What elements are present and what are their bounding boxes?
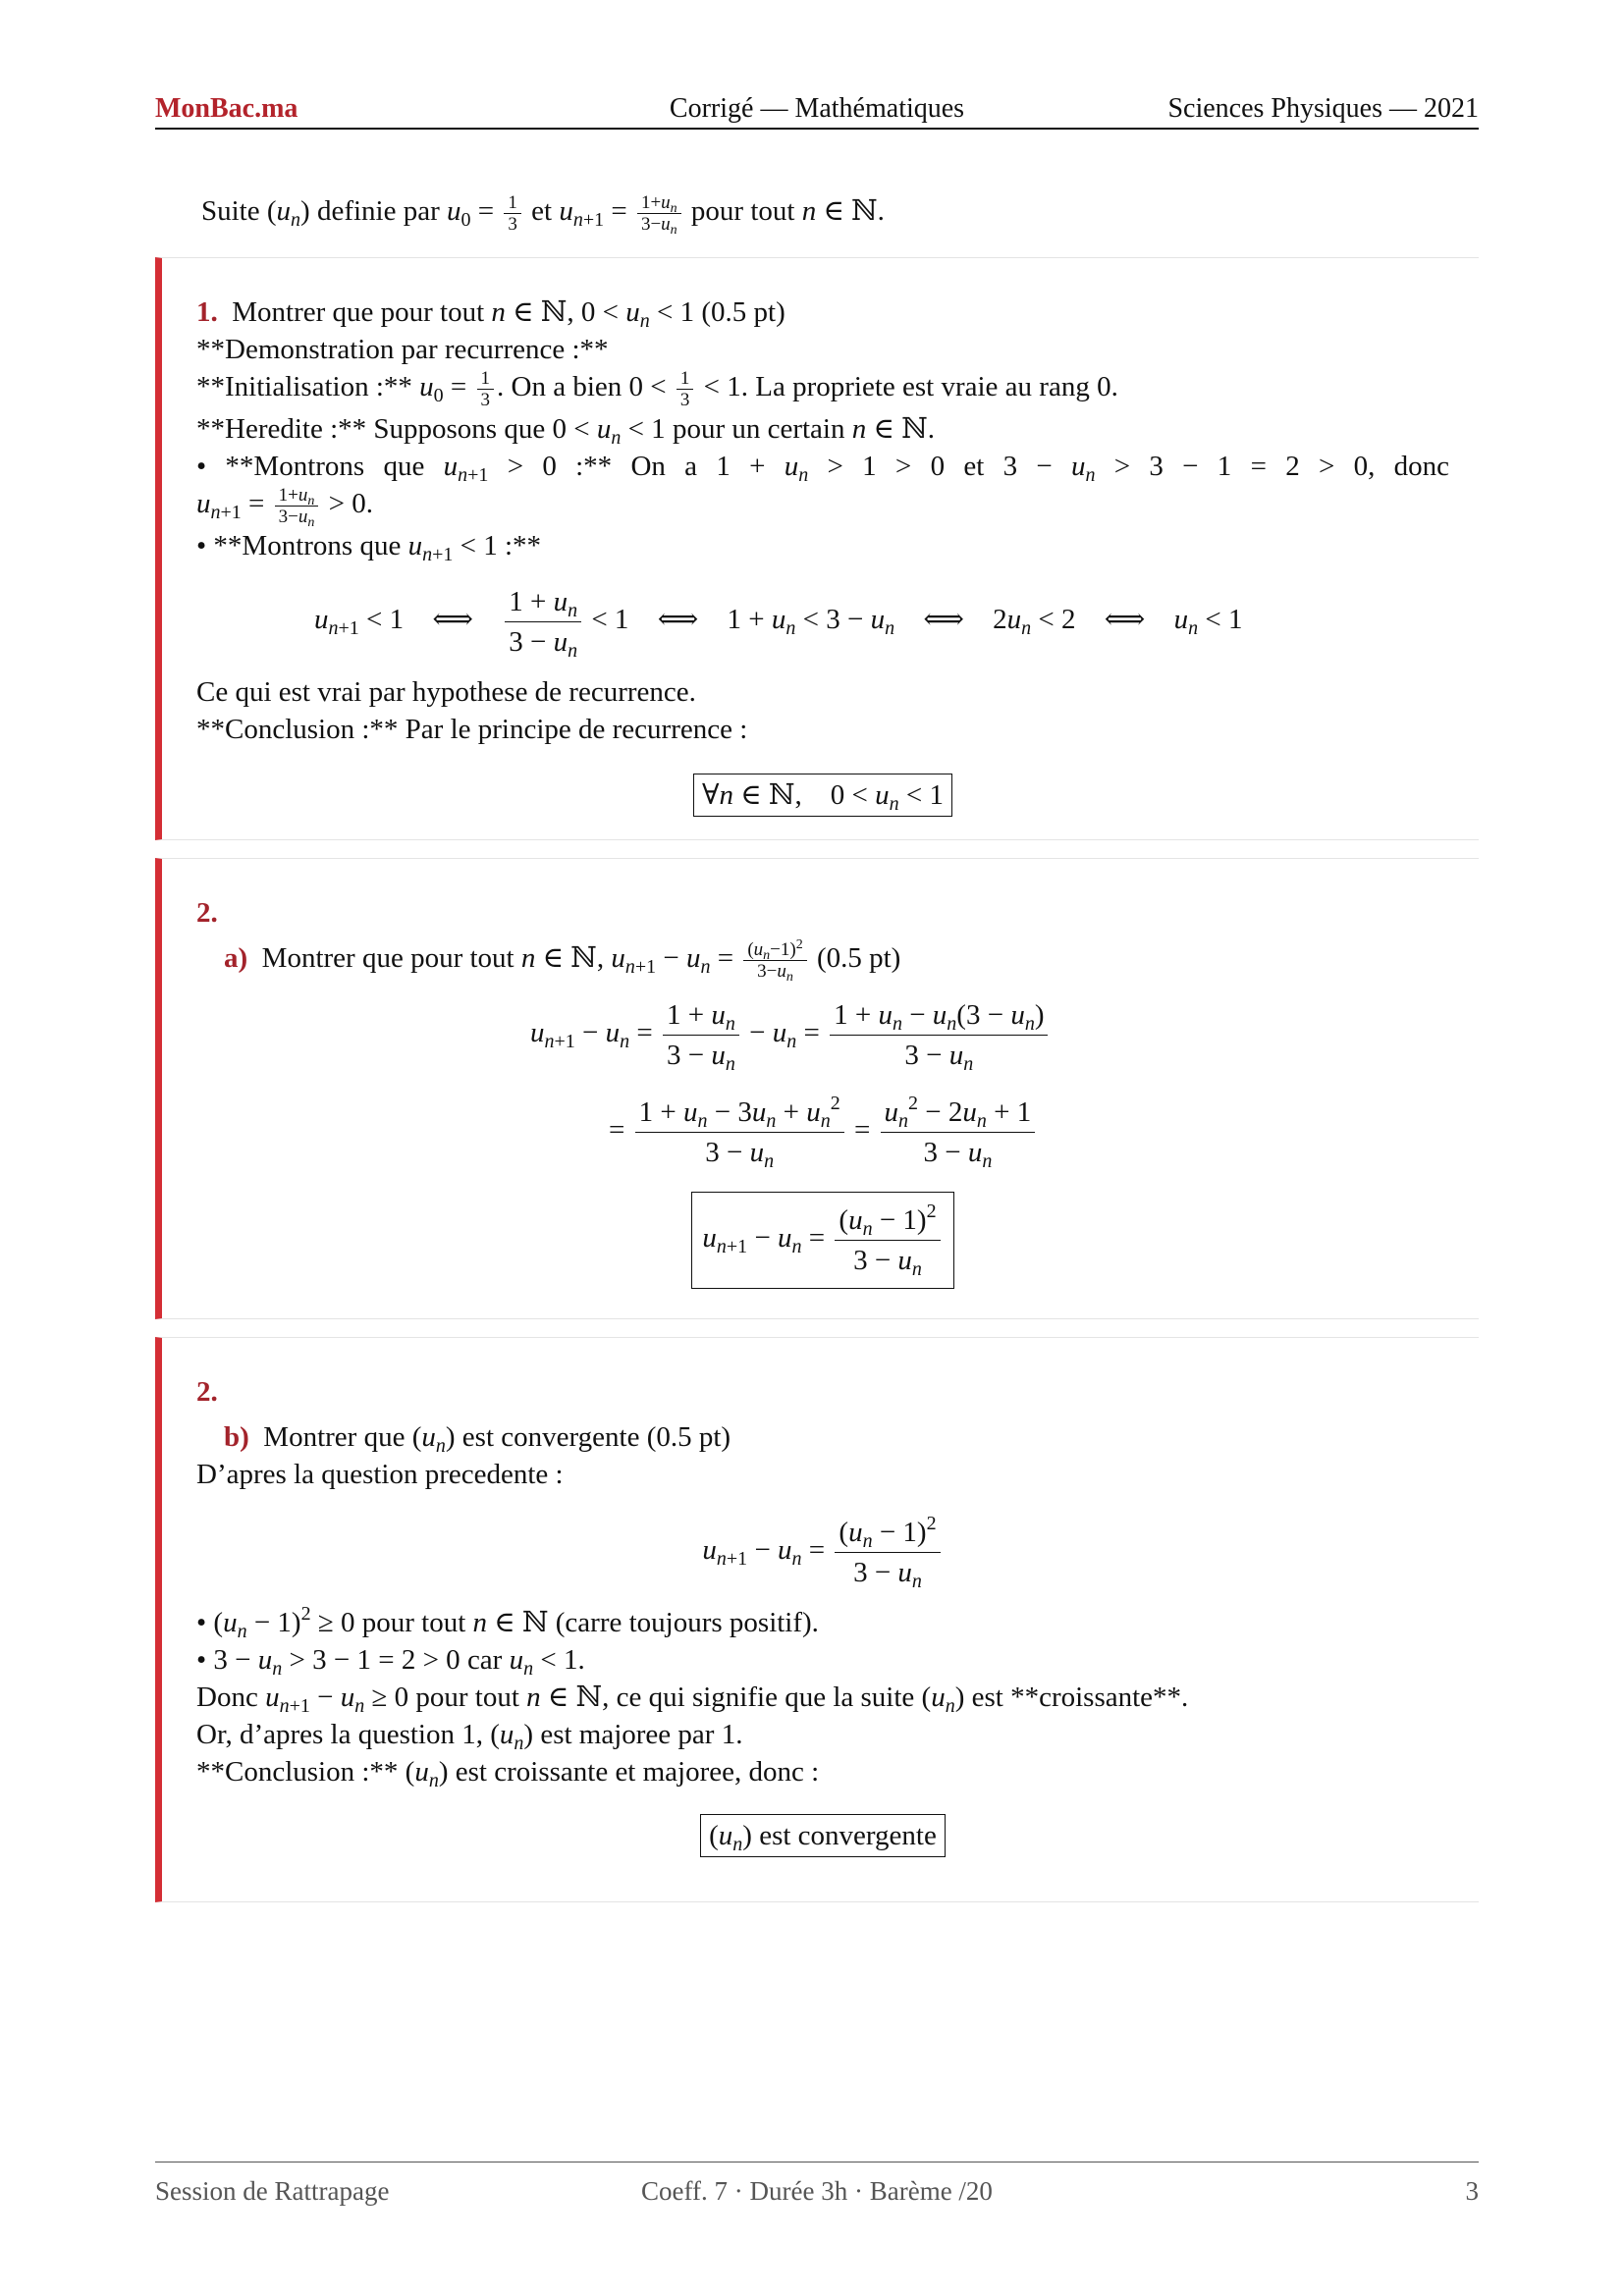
question-2a-card — [155, 858, 1479, 1319]
header-subject: Sciences Physiques — 2021 — [1167, 93, 1479, 124]
boxed-result-difference: $u_{n+1} - u_n$ = $\frac{(u_n - 1)^2}{3 - u_n}$ — [196, 1192, 1449, 1289]
derivation-step-2: = $\frac{1 + u_n - 3u_n + u_n^2}{3 - u_n}$ = $\frac{u_n^2 - 2u_n + 1}{3 - u_n}$ — [196, 1093, 1449, 1172]
boxed-result-bounds: ∀n ∈ ℕ, $0 < u_n < 1$ — [196, 774, 1449, 817]
conclusion-line: **Conclusion :** Par le principe de recurrence : — [196, 714, 748, 745]
header-title: Corrigé — Mathématiques — [669, 93, 965, 124]
conclusion-line: **Conclusion :** $(u_n)$ est croissante et majoree, donc : — [196, 1756, 820, 1791]
question-2b-title: b) Montrer que $(u_n)$ est convergente (0.5 pt) — [224, 1421, 731, 1457]
bullet-denominator-positive: • $3 - u_n > 3 - 1 = 2 > 0$ car $u_n < 1$. — [196, 1644, 585, 1680]
step-positive-line: • **Montrons que $u_{n+1} > 0$ :** On a $1 + u_n > 1 > 0$ et $3 - u_n > 3 - 1 = 2 > 0$, donc — [196, 451, 1450, 486]
footer-info: Coeff. 7 · Durée 3h · Barème /20 — [641, 2176, 993, 2206]
initialisation-line: **Initialisation :** $u_0$ = $\frac{1}{3}$ . On a bien 0 < $\frac{1}{3}$ < 1. La propriete est vraie au rang 0. — [196, 368, 1118, 410]
question-2-number: 2. — [196, 897, 218, 929]
hypothesis-line: Ce qui est vrai par hypothese de recurrence. — [196, 676, 696, 708]
derivation-step-1: $u_{n+1} - u_n$ = $\frac{1 + u_n}{3 - u_n}$ − $u_n$ = $\frac{1 + u_n - u_n(3 - u_n)}{3 - u_n}$ — [196, 995, 1449, 1075]
page-header — [155, 88, 1479, 130]
question-2-number: 2. — [196, 1376, 218, 1408]
boxed-result-convergent: $(u_n)$ est convergente — [196, 1814, 1449, 1857]
heredite-line: **Heredite :** Supposons que $0 < u_n < 1$ pour un certain n ∈ ℕ. — [196, 413, 935, 449]
question-2a-title: a) Montrer que pour tout n ∈ ℕ, $u_{n+1} - u_n$ = $\frac{(u_n-1)^2}{3-u_n}$ (0.5 pt) — [224, 937, 901, 985]
question-2b-card — [155, 1337, 1479, 1902]
previous-question-line: D’apres la question precedente : — [196, 1459, 564, 1490]
question-1-title: 1. Montrer que pour tout n ∈ ℕ, $0 < u_n < 1$ (0.5 pt) — [196, 296, 785, 332]
sequence-definition: Suite $(u_n)$ definie par $u_0$ = $\frac{1}{3}$ et $u_{n+1}$ = $\frac{1+u_n}{3-u_n}$ pour tout n ∈ ℕ. — [201, 192, 885, 238]
recall-difference: $u_{n+1} - u_n$ = $\frac{(u_n - 1)^2}{3 - u_n}$ — [196, 1513, 1449, 1592]
question-1-card — [155, 257, 1479, 840]
increasing-line: Donc $u_{n+1} - u_n \ge 0$ pour tout n ∈ ℕ, ce qui signifie que la suite $(u_n)$ est **croissante**. — [196, 1682, 1189, 1717]
page-number: 3 — [1465, 2176, 1479, 2206]
brand-logo: MonBac.ma — [155, 93, 298, 124]
footer-session: Session de Rattrapage — [155, 2176, 390, 2206]
equivalence-chain: $u_{n+1} < 1$ ⟺ $\frac{1 + u_n}{3 - u_n}$ < 1 ⟺ $1 + u_n < 3 - u_n$ ⟺ $2u_n < 2$ ⟺ $u_n < 1$ — [196, 582, 1449, 662]
demo-heading: **Demonstration par recurrence :** — [196, 334, 609, 365]
bounded-line: Or, d’apres la question 1, $(u_n)$ est majoree par 1. — [196, 1719, 743, 1754]
bullet-square-positive: • $(u_n - 1)^2 \ge 0$ pour tout n ∈ ℕ (carre toujours positif). — [196, 1603, 819, 1642]
page-footer — [155, 2162, 1479, 2206]
step-positive-result: $u_{n+1}$ = $\frac{1+u_n}{3-u_n}$ > 0. — [196, 485, 373, 530]
step-less-one-line: • **Montrons que $u_{n+1} < 1$ :** — [196, 530, 542, 565]
